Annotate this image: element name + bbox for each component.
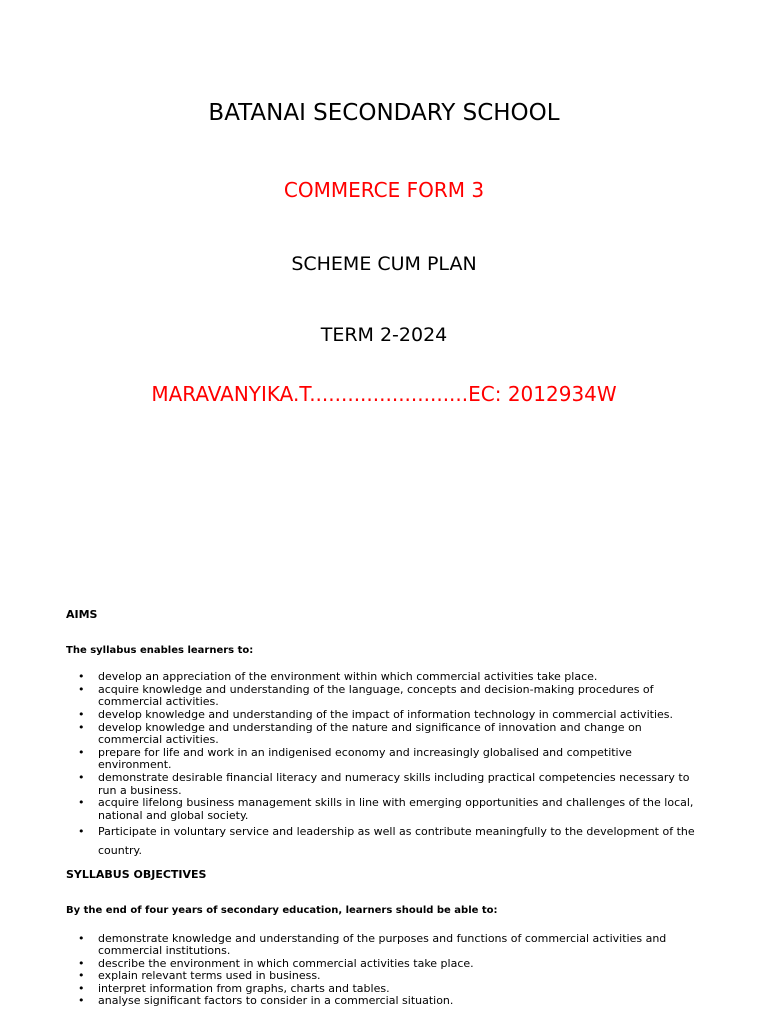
objectives-heading: SYLLABUS OBJECTIVES: [66, 868, 207, 882]
list-item-text: acquire knowledge and understanding of the language, concepts and decision-making procedures of commercial activities.: [98, 682, 654, 709]
plan-title: SCHEME CUM PLAN: [291, 253, 477, 275]
bullet-icon: •: [78, 981, 85, 995]
teacher-line: MARAVANYIKA.T.........................EC: 2012934W: [151, 382, 617, 406]
school-name: BATANAI SECONDARY SCHOOL: [208, 100, 560, 126]
objectives-list: [66, 933, 706, 1009]
bullet-icon: •: [78, 825, 85, 839]
term-title: TERM 2-2024: [320, 324, 448, 346]
list-item-text: acquire lifelong business management skills in line with emerging opportunities and challenges of the local, national and global society.: [98, 796, 694, 822]
bullet-icon: •: [78, 796, 85, 810]
list-item-text: explain relevant terms used in business.: [98, 969, 321, 983]
aims-list: [66, 671, 706, 860]
list-item-text: develop knowledge and understanding of the impact of information technology in commercial activities.: [98, 707, 673, 721]
bullet-icon: •: [78, 670, 85, 684]
list-item-text: Participate in voluntary service and leadership as well as contribute meaningfully to the development of the country.: [98, 825, 695, 858]
subject-title: COMMERCE FORM 3: [283, 178, 485, 202]
aims-intro: The syllabus enables learners to:: [66, 644, 254, 656]
list-item: [66, 822, 706, 860]
list-item-text: demonstrate desirable financial literacy and numeracy skills including practical competencies necessary to run a business.: [98, 770, 690, 797]
bullet-icon: •: [78, 994, 85, 1008]
document-body: [66, 609, 706, 1008]
bullet-icon: •: [78, 956, 85, 970]
list-item: [66, 722, 706, 747]
list-item: [66, 933, 706, 958]
list-item: [66, 747, 706, 772]
list-item-text: develop an appreciation of the environment within which commercial activities take place.: [98, 670, 598, 684]
list-item-text: develop knowledge and understanding of the nature and significance of innovation and change on commercial activities.: [98, 720, 642, 747]
list-item-text: demonstrate knowledge and understanding of the purposes and functions of commercial activities and commercial institutions.: [98, 931, 667, 958]
bullet-icon: •: [78, 707, 85, 721]
bullet-icon: •: [78, 745, 85, 759]
list-item: [66, 772, 706, 797]
objectives-intro: By the end of four years of secondary education, learners should be able to:: [66, 904, 498, 916]
aims-heading: AIMS: [66, 608, 98, 621]
list-item: [66, 797, 706, 822]
bullet-icon: •: [78, 720, 85, 734]
list-item-text: analyse significant factors to consider in a commercial situation.: [98, 994, 454, 1008]
bullet-icon: •: [78, 770, 85, 784]
list-item-text: interpret information from graphs, charts and tables.: [98, 981, 390, 995]
bullet-icon: •: [78, 931, 85, 945]
bullet-icon: •: [78, 682, 85, 696]
list-item-text: describe the environment in which commercial activities take place.: [98, 956, 474, 970]
list-item: [66, 684, 706, 709]
list-item: [66, 995, 706, 1008]
bullet-icon: •: [78, 969, 85, 983]
list-item-text: prepare for life and work in an indigenised economy and increasingly globalised and competitive environment.: [98, 745, 632, 772]
